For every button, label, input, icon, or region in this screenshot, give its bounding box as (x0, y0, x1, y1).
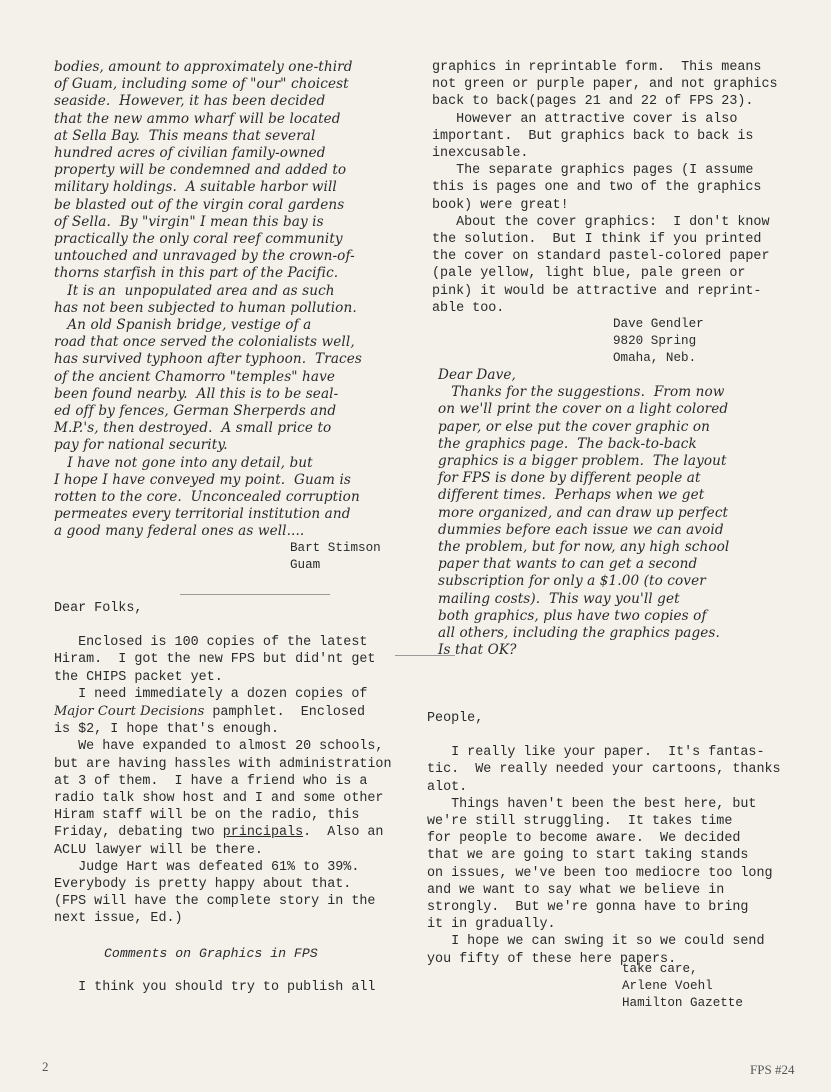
text-line: paper, or else put the cover graphic on (438, 418, 710, 435)
text-line: has not been subjected to human pollution. (54, 299, 357, 316)
text-line: pink) it would be attractive and reprint- (432, 283, 762, 299)
text-line: it in gradually. (427, 917, 556, 933)
text-line: back to back(pages 21 and 22 of FPS 23). (432, 94, 754, 110)
separator-line-2 (395, 655, 455, 656)
text-line: bodies, amount to approximately one-third (54, 59, 353, 75)
principals-post: . Also an (303, 825, 384, 841)
text-line: seaside. However, it has been decided (54, 93, 326, 110)
text-line: on issues, we've been too mediocre too long (427, 865, 773, 881)
gazette-signature (622, 961, 743, 1013)
text-line: I really like your paper. It's fantas- (427, 745, 765, 761)
hiram-letter (54, 600, 392, 996)
editor-reply (438, 367, 729, 659)
final-line: I think you should try to publish all (54, 979, 376, 995)
text-line: About the cover graphics: I don't know (432, 214, 770, 230)
text-line: both graphics, plus have two copies of (438, 607, 707, 624)
gendler-letter (432, 59, 778, 317)
gazette-letter (427, 710, 781, 968)
text-line: (pale yellow, light blue, pale green or (432, 266, 746, 282)
text-line: of Sella. By "virgin" I mean this bay is (54, 213, 324, 230)
text-line: but are having hassles with administration (54, 756, 392, 772)
text-line: However an attractive cover is also (432, 111, 738, 127)
letter-salutation: Dear Folks, (54, 601, 143, 616)
text-line: Hiram. I got the new FPS but did'nt get (54, 652, 376, 668)
signature-name: Bart Stimson (290, 541, 381, 555)
pamphlet-line (54, 703, 392, 721)
text-line: at Sella Bay. This means that several (54, 127, 316, 144)
text-line: military holdings. A suitable harbor will (54, 179, 337, 196)
text-line: I hope we can swing it so we could send (427, 934, 765, 950)
text-line: I hope I have conveyed my point. Guam is (54, 471, 351, 488)
text-line: for FPS is done by different people at (438, 470, 701, 487)
text-line: strongly. But we're gonna have to bring (427, 900, 749, 916)
signature-line: Dave Gendler (613, 317, 704, 331)
text-line: Thanks for the suggestions. From now (438, 384, 725, 401)
text-line: tic. We really needed your cartoons, thanks (427, 762, 781, 778)
text-line: graphics is a bigger problem. The layout (438, 453, 727, 470)
guam-letter-body (54, 59, 362, 541)
text-line: ed off by fences, German Sherperds and (54, 403, 337, 420)
text-line: Enclosed is 100 copies of the latest (54, 635, 368, 651)
principals-word: principals (222, 825, 304, 841)
text-line: able too. (432, 300, 505, 316)
text-line: be blasted out of the virgin coral gardens (54, 196, 345, 213)
principals-pre: Friday, debating two (54, 825, 223, 841)
text-line: I have not gone into any detail, but (54, 454, 313, 471)
text-line: been found nearby. All this is to be seal- (54, 385, 339, 402)
separator-line (180, 594, 330, 595)
signature-line: take care, (622, 962, 698, 976)
signature-line: Hamilton Gazette (622, 996, 743, 1011)
text-line: the cover on standard pastel-colored paper (432, 249, 770, 265)
text-line: book) were great! (432, 197, 569, 213)
text-line: for people to become aware. We decided (427, 831, 741, 847)
page-number: 2 (42, 1059, 49, 1074)
text-line: the graphics page. The back-to-back (438, 435, 697, 452)
text-line: practically the only coral reef community (54, 231, 343, 248)
text-line: M.P.'s, then destroyed. A small price to (54, 420, 332, 437)
pamphlet-title: Major Court Decisions (54, 704, 205, 720)
text-line: alot. (427, 779, 468, 795)
text-line: the CHIPS packet yet. (54, 669, 223, 685)
text-line: We have expanded to almost 20 schools, (54, 739, 384, 755)
text-line: of Guam, including some of "our" choicest (54, 76, 349, 93)
section-heading: Comments on Graphics in FPS (104, 945, 318, 961)
text-line: Everybody is pretty happy about that. (54, 877, 352, 893)
text-line: Judge Hart was defeated 61% to 39%. (54, 859, 360, 875)
text-line: An old Spanish bridge, vestige of a (54, 317, 312, 334)
text-line: that the new ammo wharf will be located (54, 110, 341, 127)
text-line: hundred acres of civilian family-owned (54, 145, 326, 162)
text-line: has survived typhoon after typhoon. Traces (54, 351, 362, 368)
text-line: Things haven't been the best here, but (427, 796, 757, 812)
gazette-salutation: People, (427, 711, 484, 726)
text-line: It is an unpopulated area and as such (54, 282, 335, 299)
text-line: graphics in reprintable form. This means (432, 60, 762, 75)
text-line: radio talk show host and I and some other (54, 791, 384, 807)
signature-place: Guam (290, 558, 321, 573)
text-line: more organized, and can draw up perfect (438, 504, 729, 521)
text-line: we're still struggling. It takes time (427, 814, 733, 830)
issue-label: FPS #24 (750, 1062, 795, 1077)
text-line: Hiram staff will be on the radio, this (54, 808, 360, 824)
text-line: of the ancient Chamorro "temples" have (54, 368, 336, 385)
principals-line (54, 824, 392, 841)
signature-line: Omaha, Neb. (613, 351, 697, 366)
text-line: thorns starfish in this part of the Pacific. (54, 265, 339, 282)
text-line: road that once served the colonialists well, (54, 334, 355, 351)
guam-letter-signature (290, 540, 381, 574)
text-line: all others, including the graphics pages. (438, 625, 720, 642)
pamphlet-rest: pamphlet. Enclosed (204, 705, 366, 721)
text-line: the solution. But I think if you printed (432, 232, 762, 248)
text-line: next issue, Ed.) (54, 911, 183, 927)
reply-salutation: Dear Dave, (438, 367, 516, 383)
text-line: pay for national security. (54, 437, 228, 454)
text-line: you fifty of these here papers. (427, 951, 677, 967)
text-line: the problem, but for now, any high school (438, 539, 730, 556)
text-line: and we want to say what we believe in (427, 882, 725, 898)
text-line: dummies before each issue we can avoid (438, 521, 724, 538)
text-line: a good many federal ones as well.... (54, 523, 305, 540)
text-line: I need immediately a dozen copies of (54, 686, 368, 702)
text-line: property will be condemned and added to (54, 162, 347, 179)
text-line: subscription for only a $1.00 (to cover (438, 573, 706, 590)
text-line: inexcusable. (432, 146, 529, 162)
text-line: untouched and unravaged by the crown-of- (54, 248, 355, 265)
text-line: ACLU lawyer will be there. (54, 842, 263, 858)
text-line: important. But graphics back to back is (432, 128, 754, 144)
text-line: on we'll print the cover on a light colored (438, 401, 729, 418)
text-line: (FPS will have the complete story in the (54, 894, 376, 910)
text-line: at 3 of them. I have a friend who is a (54, 773, 368, 789)
gendler-signature (613, 316, 704, 368)
text-line: permeates every territorial institution and (54, 506, 351, 523)
text-line: Is that OK? (438, 642, 517, 659)
signature-line: Arlene Voehl (622, 979, 713, 994)
text-line: that we are going to start taking stands (427, 848, 749, 864)
text-line: paper that wants to can get a second (438, 556, 698, 573)
text-line: mailing costs). This way you'll get (438, 590, 680, 607)
text-line: different times. Perhaps when we get (438, 487, 705, 504)
text-line: The separate graphics pages (I assume (432, 163, 754, 179)
signature-line: 9820 Spring (613, 334, 697, 349)
text-line: this is pages one and two of the graphics (432, 180, 762, 196)
text-line: rotten to the core. Unconcealed corruption (54, 489, 360, 506)
text-line: is $2, I hope that's enough. (54, 722, 279, 738)
text-line: not green or purple paper, and not graphics (432, 77, 778, 93)
